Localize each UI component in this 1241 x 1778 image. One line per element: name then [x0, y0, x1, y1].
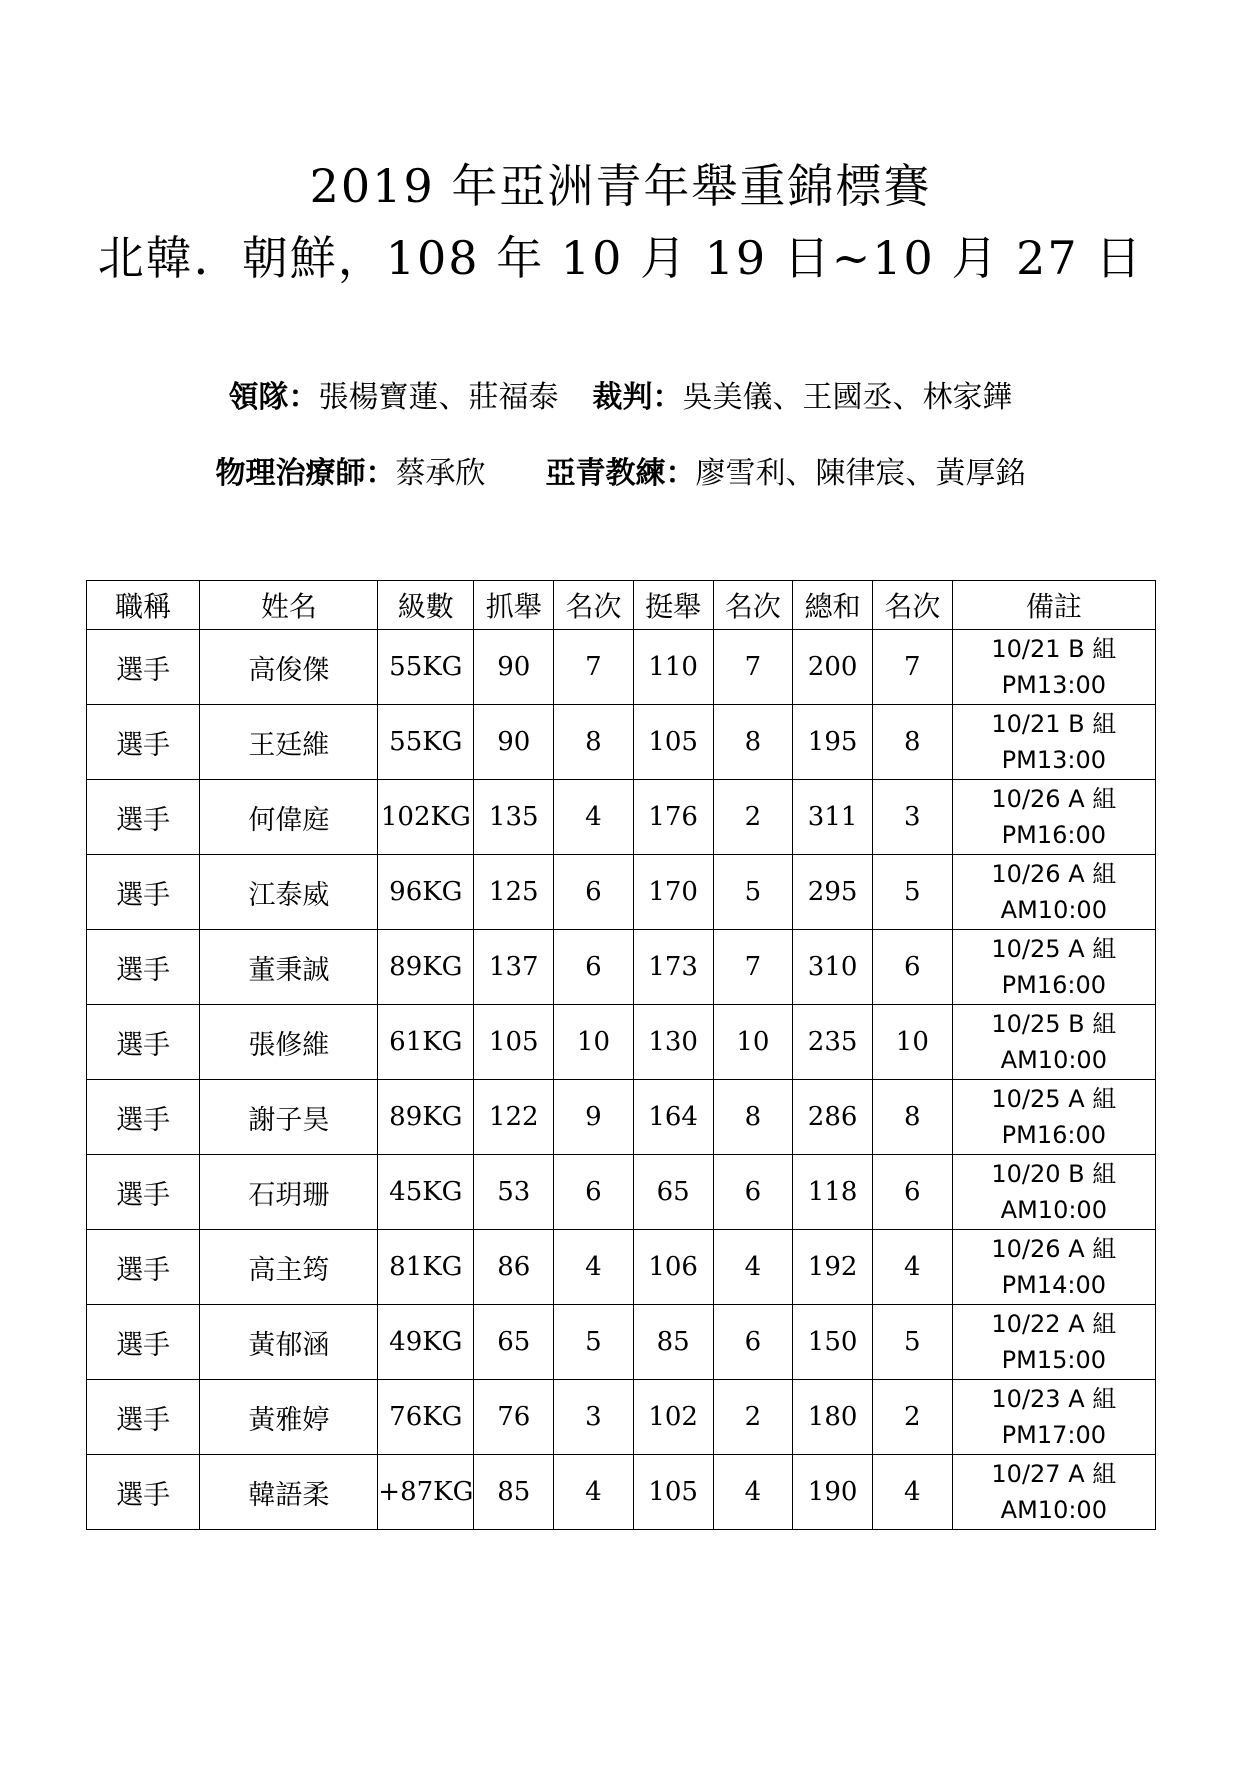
- row-clean-jerk-rank: 8: [713, 705, 793, 780]
- results-table: [86, 580, 1156, 1530]
- row-clean-jerk-rank: 10: [713, 1005, 793, 1080]
- row-total-rank: 10: [873, 1005, 953, 1080]
- row-role: 選手: [87, 1080, 200, 1155]
- row-clean-jerk: 85: [633, 1305, 713, 1380]
- row-clean-jerk-rank: 4: [713, 1230, 793, 1305]
- row-role: 選手: [87, 1005, 200, 1080]
- row-class: 45KG: [378, 1155, 474, 1230]
- row-clean-jerk: 106: [633, 1230, 713, 1305]
- row-note: [952, 1380, 1155, 1455]
- row-snatch: 65: [474, 1305, 554, 1380]
- note-date-group: 10/21 B 組: [991, 710, 1117, 738]
- note-time: PM13:00: [1001, 746, 1106, 774]
- header-note: 備註: [952, 581, 1155, 630]
- row-total: 286: [793, 1080, 873, 1155]
- therapist-names: 蔡承欣: [395, 456, 486, 491]
- row-snatch: 85: [474, 1455, 554, 1530]
- table-row: [87, 705, 1156, 780]
- row-clean-jerk: 65: [633, 1155, 713, 1230]
- row-class: 61KG: [378, 1005, 474, 1080]
- header-name: 姓名: [200, 581, 378, 630]
- note-time: PM14:00: [1001, 1271, 1106, 1299]
- row-note: [952, 1080, 1155, 1155]
- table-row: [87, 1305, 1156, 1380]
- note-time: PM17:00: [1001, 1421, 1106, 1449]
- row-name: 張修維: [200, 1005, 378, 1080]
- table-header-row: [87, 581, 1156, 630]
- table-row: [87, 1080, 1156, 1155]
- row-total: 235: [793, 1005, 873, 1080]
- header-snatch: 抓舉: [474, 581, 554, 630]
- row-snatch: 125: [474, 855, 554, 930]
- row-snatch-rank: 3: [554, 1380, 634, 1455]
- row-clean-jerk-rank: 4: [713, 1455, 793, 1530]
- row-role: 選手: [87, 1230, 200, 1305]
- row-snatch-rank: 4: [554, 780, 634, 855]
- note-date-group: 10/25 A 組: [991, 935, 1117, 963]
- row-role: 選手: [87, 930, 200, 1005]
- header-clean-jerk: 挺舉: [633, 581, 713, 630]
- coach-names: 廖雪利、陳律宸、黃厚銘: [695, 456, 1026, 491]
- row-clean-jerk: 170: [633, 855, 713, 930]
- row-total: 200: [793, 630, 873, 705]
- row-class: 76KG: [378, 1380, 474, 1455]
- row-total-rank: 4: [873, 1455, 953, 1530]
- table-row: [87, 780, 1156, 855]
- row-total-rank: 4: [873, 1230, 953, 1305]
- row-role: 選手: [87, 705, 200, 780]
- row-snatch-rank: 6: [554, 1155, 634, 1230]
- row-clean-jerk: 105: [633, 1455, 713, 1530]
- row-snatch-rank: 6: [554, 855, 634, 930]
- document-subtitle: 北韓．朝鮮，108 年 10 月 19 日~10 月 27 日: [97, 231, 1144, 285]
- note-date-group: 10/26 A 組: [991, 785, 1117, 813]
- row-snatch: 90: [474, 705, 554, 780]
- row-snatch: 90: [474, 630, 554, 705]
- header-snatch-rank: 名次: [554, 581, 634, 630]
- row-name: 何偉庭: [200, 780, 378, 855]
- row-note: [952, 1230, 1155, 1305]
- row-clean-jerk-rank: 8: [713, 1080, 793, 1155]
- coach-label: 亞青教練：: [545, 456, 696, 491]
- row-name: 高主筠: [200, 1230, 378, 1305]
- note-time: PM16:00: [1001, 821, 1106, 849]
- note-time: PM16:00: [1001, 971, 1106, 999]
- row-role: 選手: [87, 855, 200, 930]
- leader-label: 領隊：: [228, 380, 319, 415]
- note-time: PM15:00: [1001, 1346, 1106, 1374]
- row-total-rank: 6: [873, 1155, 953, 1230]
- staff-line-2: [0, 448, 1241, 492]
- row-total-rank: 7: [873, 630, 953, 705]
- note-time: AM10:00: [1000, 1046, 1107, 1074]
- row-clean-jerk-rank: 5: [713, 855, 793, 930]
- header-total-rank: 名次: [873, 581, 953, 630]
- leader-names: 張楊寶蓮、莊福泰: [318, 380, 559, 415]
- row-class: +87KG: [378, 1455, 474, 1530]
- row-class: 55KG: [378, 630, 474, 705]
- row-note: [952, 855, 1155, 930]
- row-class: 89KG: [378, 1080, 474, 1155]
- row-clean-jerk: 102: [633, 1380, 713, 1455]
- row-clean-jerk: 110: [633, 630, 713, 705]
- row-name: 黃郁涵: [200, 1305, 378, 1380]
- row-snatch-rank: 6: [554, 930, 634, 1005]
- row-total-rank: 8: [873, 1080, 953, 1155]
- row-total: 150: [793, 1305, 873, 1380]
- row-clean-jerk-rank: 6: [713, 1155, 793, 1230]
- row-note: [952, 1305, 1155, 1380]
- row-name: 黃雅婷: [200, 1380, 378, 1455]
- row-name: 江泰威: [200, 855, 378, 930]
- row-role: 選手: [87, 1305, 200, 1380]
- table-row: [87, 630, 1156, 705]
- row-total-rank: 2: [873, 1380, 953, 1455]
- row-snatch: 86: [474, 1230, 554, 1305]
- row-total: 192: [793, 1230, 873, 1305]
- row-clean-jerk: 105: [633, 705, 713, 780]
- row-snatch: 137: [474, 930, 554, 1005]
- row-note: [952, 1005, 1155, 1080]
- row-class: 96KG: [378, 855, 474, 930]
- note-time: PM13:00: [1001, 671, 1106, 699]
- header-class: 級數: [378, 581, 474, 630]
- row-total-rank: 6: [873, 930, 953, 1005]
- table-row: [87, 930, 1156, 1005]
- row-clean-jerk-rank: 2: [713, 780, 793, 855]
- note-time: AM10:00: [1000, 896, 1107, 924]
- row-snatch-rank: 4: [554, 1230, 634, 1305]
- header-role: 職稱: [87, 581, 200, 630]
- table-row: [87, 1455, 1156, 1530]
- row-name: 王廷維: [200, 705, 378, 780]
- row-clean-jerk-rank: 2: [713, 1380, 793, 1455]
- row-clean-jerk: 173: [633, 930, 713, 1005]
- row-note: [952, 705, 1155, 780]
- row-total: 311: [793, 780, 873, 855]
- note-date-group: 10/20 B 組: [991, 1160, 1117, 1188]
- row-role: 選手: [87, 1155, 200, 1230]
- note-date-group: 10/21 B 組: [991, 635, 1117, 663]
- header-total: 總和: [793, 581, 873, 630]
- header-clean-jerk-rank: 名次: [713, 581, 793, 630]
- note-date-group: 10/26 A 組: [991, 860, 1117, 888]
- referee-label: 裁判：: [592, 380, 683, 415]
- row-clean-jerk: 176: [633, 780, 713, 855]
- row-total-rank: 3: [873, 780, 953, 855]
- row-clean-jerk: 130: [633, 1005, 713, 1080]
- row-class: 49KG: [378, 1305, 474, 1380]
- row-clean-jerk-rank: 7: [713, 630, 793, 705]
- table-row: [87, 1230, 1156, 1305]
- table-row: [87, 855, 1156, 930]
- row-total-rank: 8: [873, 705, 953, 780]
- row-role: 選手: [87, 780, 200, 855]
- row-class: 89KG: [378, 930, 474, 1005]
- row-snatch: 135: [474, 780, 554, 855]
- row-total: 118: [793, 1155, 873, 1230]
- row-total: 195: [793, 705, 873, 780]
- row-class: 55KG: [378, 705, 474, 780]
- row-snatch: 105: [474, 1005, 554, 1080]
- row-name: 謝子昊: [200, 1080, 378, 1155]
- note-time: PM16:00: [1001, 1121, 1106, 1149]
- row-clean-jerk-rank: 6: [713, 1305, 793, 1380]
- table-row: [87, 1155, 1156, 1230]
- staff-line-1: [0, 372, 1241, 416]
- note-date-group: 10/25 A 組: [991, 1085, 1117, 1113]
- row-total-rank: 5: [873, 1305, 953, 1380]
- row-total-rank: 5: [873, 855, 953, 930]
- row-clean-jerk: 164: [633, 1080, 713, 1155]
- row-snatch: 76: [474, 1380, 554, 1455]
- row-snatch-rank: 5: [554, 1305, 634, 1380]
- row-note: [952, 1155, 1155, 1230]
- row-name: 石玥珊: [200, 1155, 378, 1230]
- row-note: [952, 630, 1155, 705]
- table-row: [87, 1380, 1156, 1455]
- row-snatch-rank: 9: [554, 1080, 634, 1155]
- row-snatch-rank: 10: [554, 1005, 634, 1080]
- row-role: 選手: [87, 630, 200, 705]
- referee-names: 吳美儀、王國丞、林家鏵: [682, 380, 1013, 415]
- row-note: [952, 930, 1155, 1005]
- note-date-group: 10/22 A 組: [991, 1310, 1117, 1338]
- note-date-group: 10/25 B 組: [991, 1010, 1117, 1038]
- row-class: 81KG: [378, 1230, 474, 1305]
- row-snatch-rank: 4: [554, 1455, 634, 1530]
- note-time: AM10:00: [1000, 1196, 1107, 1224]
- row-note: [952, 1455, 1155, 1530]
- row-role: 選手: [87, 1455, 200, 1530]
- row-clean-jerk-rank: 7: [713, 930, 793, 1005]
- row-total: 295: [793, 855, 873, 930]
- row-note: [952, 780, 1155, 855]
- note-date-group: 10/23 A 組: [991, 1385, 1117, 1413]
- row-snatch-rank: 7: [554, 630, 634, 705]
- note-time: AM10:00: [1000, 1496, 1107, 1524]
- row-total: 180: [793, 1380, 873, 1455]
- row-snatch-rank: 8: [554, 705, 634, 780]
- row-name: 董秉誠: [200, 930, 378, 1005]
- note-date-group: 10/26 A 組: [991, 1235, 1117, 1263]
- note-date-group: 10/27 A 組: [991, 1460, 1117, 1488]
- row-snatch: 122: [474, 1080, 554, 1155]
- row-name: 韓語柔: [200, 1455, 378, 1530]
- row-role: 選手: [87, 1380, 200, 1455]
- document-title: 2019 年亞洲青年舉重錦標賽: [309, 159, 932, 213]
- therapist-label: 物理治療師：: [215, 456, 396, 491]
- row-name: 高俊傑: [200, 630, 378, 705]
- row-total: 190: [793, 1455, 873, 1530]
- table-row: [87, 1005, 1156, 1080]
- row-snatch: 53: [474, 1155, 554, 1230]
- row-class: 102KG: [378, 780, 474, 855]
- row-total: 310: [793, 930, 873, 1005]
